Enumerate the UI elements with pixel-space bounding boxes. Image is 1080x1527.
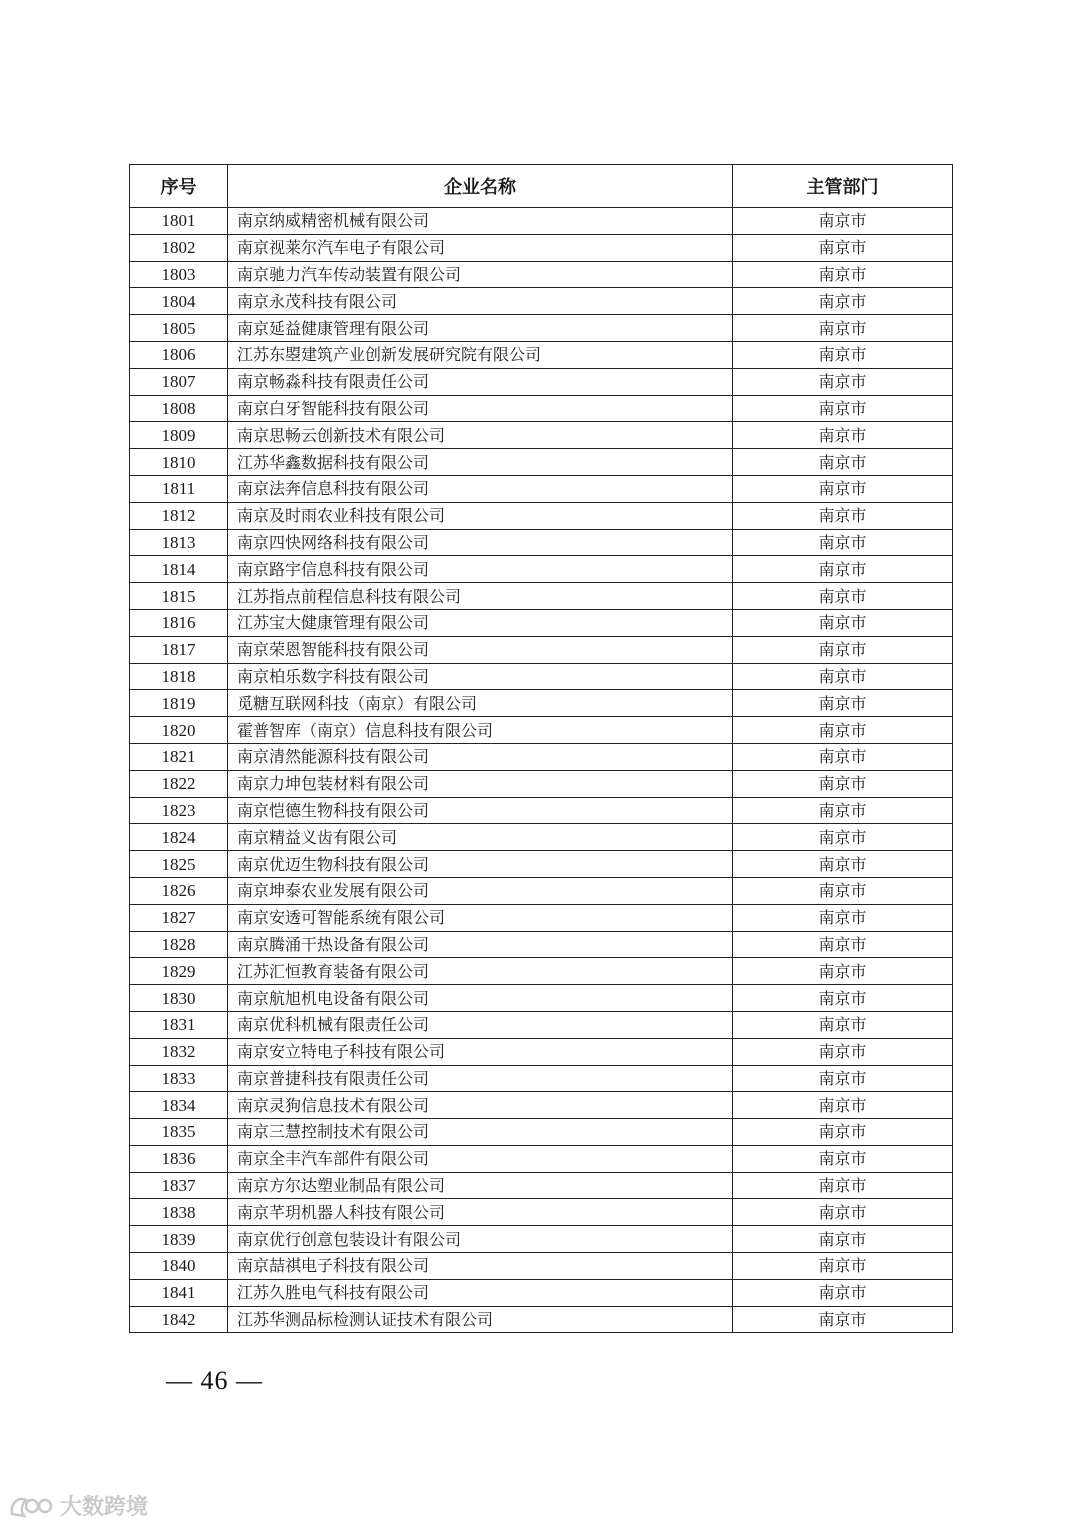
department-cell: 南京市 [733, 770, 953, 797]
enterprise-name-cell: 南京全丰汽车部件有限公司 [228, 1145, 733, 1172]
department-cell: 南京市 [733, 1038, 953, 1065]
table-row [130, 261, 953, 288]
enterprise-name-cell: 南京喆祺电子科技有限公司 [228, 1253, 733, 1280]
table-row [130, 1038, 953, 1065]
table-row [130, 717, 953, 744]
department-cell: 南京市 [733, 529, 953, 556]
enterprise-name-cell: 南京畅淼科技有限责任公司 [228, 368, 733, 395]
department-cell: 南京市 [733, 663, 953, 690]
serial-number-cell: 1838 [130, 1199, 228, 1226]
serial-number-cell: 1806 [130, 341, 228, 368]
enterprise-name-cell: 南京三慧控制技术有限公司 [228, 1119, 733, 1146]
table-row [130, 529, 953, 556]
serial-number-cell: 1818 [130, 663, 228, 690]
table-row [130, 1092, 953, 1119]
table-row [130, 1279, 953, 1306]
serial-number-cell: 1827 [130, 904, 228, 931]
department-cell: 南京市 [733, 368, 953, 395]
department-cell: 南京市 [733, 1145, 953, 1172]
table-row [130, 1226, 953, 1253]
serial-number-cell: 1819 [130, 690, 228, 717]
enterprise-name-cell: 南京恺德生物科技有限公司 [228, 797, 733, 824]
enterprise-name-cell: 霍普智库（南京）信息科技有限公司 [228, 717, 733, 744]
department-cell: 南京市 [733, 797, 953, 824]
enterprise-name-cell: 南京优科机械有限责任公司 [228, 1011, 733, 1038]
table-row [130, 315, 953, 342]
enterprise-name-cell: 江苏宝大健康管理有限公司 [228, 609, 733, 636]
serial-number-cell: 1830 [130, 985, 228, 1012]
serial-number-cell: 1807 [130, 368, 228, 395]
table-row [130, 1172, 953, 1199]
department-cell: 南京市 [733, 1306, 953, 1333]
department-cell: 南京市 [733, 1065, 953, 1092]
department-cell: 南京市 [733, 636, 953, 663]
watermark-text: 大数跨境 [60, 1495, 149, 1520]
enterprise-name-cell: 南京精益义齿有限公司 [228, 824, 733, 851]
serial-number-cell: 1808 [130, 395, 228, 422]
serial-number-cell: 1841 [130, 1279, 228, 1306]
serial-number-cell: 1825 [130, 851, 228, 878]
serial-number-cell: 1824 [130, 824, 228, 851]
serial-number-cell: 1839 [130, 1226, 228, 1253]
watermark [8, 1490, 148, 1521]
table-row [130, 1199, 953, 1226]
table-row [130, 609, 953, 636]
table-row [130, 663, 953, 690]
enterprise-name-cell: 南京芊玥机器人科技有限公司 [228, 1199, 733, 1226]
table-row [130, 288, 953, 315]
serial-number-cell: 1829 [130, 958, 228, 985]
department-cell: 南京市 [733, 690, 953, 717]
table-row [130, 958, 953, 985]
table-row [130, 341, 953, 368]
serial-number-cell: 1822 [130, 770, 228, 797]
enterprise-name-cell: 南京航旭机电设备有限公司 [228, 985, 733, 1012]
table-row [130, 1306, 953, 1333]
serial-number-cell: 1834 [130, 1092, 228, 1119]
enterprise-name-cell: 江苏华鑫数据科技有限公司 [228, 449, 733, 476]
serial-number-cell: 1812 [130, 502, 228, 529]
enterprise-name-cell: 南京视莱尔汽车电子有限公司 [228, 234, 733, 261]
table-row [130, 208, 953, 235]
department-cell: 南京市 [733, 261, 953, 288]
table-row [130, 797, 953, 824]
table-row [130, 1253, 953, 1280]
department-cell: 南京市 [733, 824, 953, 851]
serial-number-cell: 1810 [130, 449, 228, 476]
enterprise-name-cell: 南京思畅云创新技术有限公司 [228, 422, 733, 449]
enterprise-name-cell: 江苏指点前程信息科技有限公司 [228, 583, 733, 610]
department-cell: 南京市 [733, 851, 953, 878]
table-row [130, 1065, 953, 1092]
serial-number-cell: 1823 [130, 797, 228, 824]
department-cell: 南京市 [733, 315, 953, 342]
table-row [130, 985, 953, 1012]
table-row [130, 877, 953, 904]
table-row [130, 502, 953, 529]
logo-icon [8, 1492, 54, 1520]
department-cell: 南京市 [733, 1119, 953, 1146]
serial-number-cell: 1805 [130, 315, 228, 342]
department-cell: 南京市 [733, 449, 953, 476]
enterprise-name-cell: 南京柏乐数字科技有限公司 [228, 663, 733, 690]
serial-number-cell: 1828 [130, 931, 228, 958]
serial-number-cell: 1809 [130, 422, 228, 449]
enterprise-name-cell: 觅糖互联网科技（南京）有限公司 [228, 690, 733, 717]
department-cell: 南京市 [733, 1199, 953, 1226]
department-cell: 南京市 [733, 717, 953, 744]
serial-number-cell: 1832 [130, 1038, 228, 1065]
header-serial-number: 序号 [130, 165, 228, 208]
table-row [130, 583, 953, 610]
department-cell: 南京市 [733, 985, 953, 1012]
table-row [130, 743, 953, 770]
enterprise-name-cell: 南京路宇信息科技有限公司 [228, 556, 733, 583]
table-row [130, 368, 953, 395]
department-cell: 南京市 [733, 958, 953, 985]
enterprise-name-cell: 南京四快网络科技有限公司 [228, 529, 733, 556]
serial-number-cell: 1817 [130, 636, 228, 663]
enterprise-name-cell: 江苏久胜电气科技有限公司 [228, 1279, 733, 1306]
department-cell: 南京市 [733, 208, 953, 235]
enterprise-name-cell: 南京普捷科技有限责任公司 [228, 1065, 733, 1092]
enterprise-name-cell: 南京法奔信息科技有限公司 [228, 475, 733, 502]
department-cell: 南京市 [733, 583, 953, 610]
serial-number-cell: 1801 [130, 208, 228, 235]
department-cell: 南京市 [733, 877, 953, 904]
serial-number-cell: 1820 [130, 717, 228, 744]
table-row [130, 1119, 953, 1146]
department-cell: 南京市 [733, 931, 953, 958]
enterprise-name-cell: 南京清然能源科技有限公司 [228, 743, 733, 770]
department-cell: 南京市 [733, 395, 953, 422]
table-row [130, 690, 953, 717]
table-row [130, 931, 953, 958]
enterprise-name-cell: 南京优迈生物科技有限公司 [228, 851, 733, 878]
enterprise-name-cell: 南京白牙智能科技有限公司 [228, 395, 733, 422]
department-cell: 南京市 [733, 1279, 953, 1306]
table-row [130, 234, 953, 261]
serial-number-cell: 1816 [130, 609, 228, 636]
department-cell: 南京市 [733, 556, 953, 583]
serial-number-cell: 1835 [130, 1119, 228, 1146]
table-row [130, 824, 953, 851]
table-row [130, 556, 953, 583]
enterprise-name-cell: 南京荣恩智能科技有限公司 [228, 636, 733, 663]
table-row [130, 475, 953, 502]
page-number: — 46 — [166, 1366, 263, 1395]
serial-number-cell: 1837 [130, 1172, 228, 1199]
serial-number-cell: 1840 [130, 1253, 228, 1280]
enterprise-name-cell: 南京延益健康管理有限公司 [228, 315, 733, 342]
enterprise-name-cell: 南京坤泰农业发展有限公司 [228, 877, 733, 904]
department-cell: 南京市 [733, 234, 953, 261]
enterprise-name-cell: 江苏汇恒教育装备有限公司 [228, 958, 733, 985]
serial-number-cell: 1836 [130, 1145, 228, 1172]
table-row [130, 636, 953, 663]
serial-number-cell: 1802 [130, 234, 228, 261]
department-cell: 南京市 [733, 341, 953, 368]
table-row [130, 449, 953, 476]
department-cell: 南京市 [733, 1226, 953, 1253]
department-cell: 南京市 [733, 288, 953, 315]
serial-number-cell: 1804 [130, 288, 228, 315]
serial-number-cell: 1842 [130, 1306, 228, 1333]
table-row [130, 851, 953, 878]
table-row [130, 1145, 953, 1172]
table-row [130, 1011, 953, 1038]
department-cell: 南京市 [733, 1253, 953, 1280]
serial-number-cell: 1811 [130, 475, 228, 502]
header-enterprise-name: 企业名称 [228, 165, 733, 208]
enterprise-name-cell: 南京安立特电子科技有限公司 [228, 1038, 733, 1065]
enterprise-name-cell: 南京优行创意包装设计有限公司 [228, 1226, 733, 1253]
table-body [130, 208, 953, 1333]
table-row [130, 395, 953, 422]
department-cell: 南京市 [733, 1172, 953, 1199]
enterprise-name-cell: 南京纳威精密机械有限公司 [228, 208, 733, 235]
department-cell: 南京市 [733, 502, 953, 529]
department-cell: 南京市 [733, 743, 953, 770]
enterprise-name-cell: 南京及时雨农业科技有限公司 [228, 502, 733, 529]
serial-number-cell: 1831 [130, 1011, 228, 1038]
serial-number-cell: 1813 [130, 529, 228, 556]
serial-number-cell: 1826 [130, 877, 228, 904]
enterprise-name-cell: 江苏东曌建筑产业创新发展研究院有限公司 [228, 341, 733, 368]
enterprise-table [129, 164, 953, 1333]
serial-number-cell: 1815 [130, 583, 228, 610]
enterprise-name-cell: 南京安透可智能系统有限公司 [228, 904, 733, 931]
department-cell: 南京市 [733, 904, 953, 931]
department-cell: 南京市 [733, 422, 953, 449]
department-cell: 南京市 [733, 609, 953, 636]
department-cell: 南京市 [733, 1092, 953, 1119]
table-header-row [130, 165, 953, 208]
enterprise-name-cell: 南京灵狗信息技术有限公司 [228, 1092, 733, 1119]
table-row [130, 770, 953, 797]
serial-number-cell: 1803 [130, 261, 228, 288]
enterprise-name-cell: 南京腾涌干热设备有限公司 [228, 931, 733, 958]
table-row [130, 422, 953, 449]
enterprise-name-cell: 南京力坤包装材料有限公司 [228, 770, 733, 797]
enterprise-name-cell: 南京方尔达塑业制品有限公司 [228, 1172, 733, 1199]
enterprise-table-container [129, 164, 952, 1333]
table-row [130, 904, 953, 931]
header-department: 主管部门 [733, 165, 953, 208]
serial-number-cell: 1814 [130, 556, 228, 583]
serial-number-cell: 1833 [130, 1065, 228, 1092]
department-cell: 南京市 [733, 475, 953, 502]
enterprise-name-cell: 南京永茂科技有限公司 [228, 288, 733, 315]
enterprise-name-cell: 江苏华测品标检测认证技术有限公司 [228, 1306, 733, 1333]
department-cell: 南京市 [733, 1011, 953, 1038]
serial-number-cell: 1821 [130, 743, 228, 770]
enterprise-name-cell: 南京驰力汽车传动装置有限公司 [228, 261, 733, 288]
